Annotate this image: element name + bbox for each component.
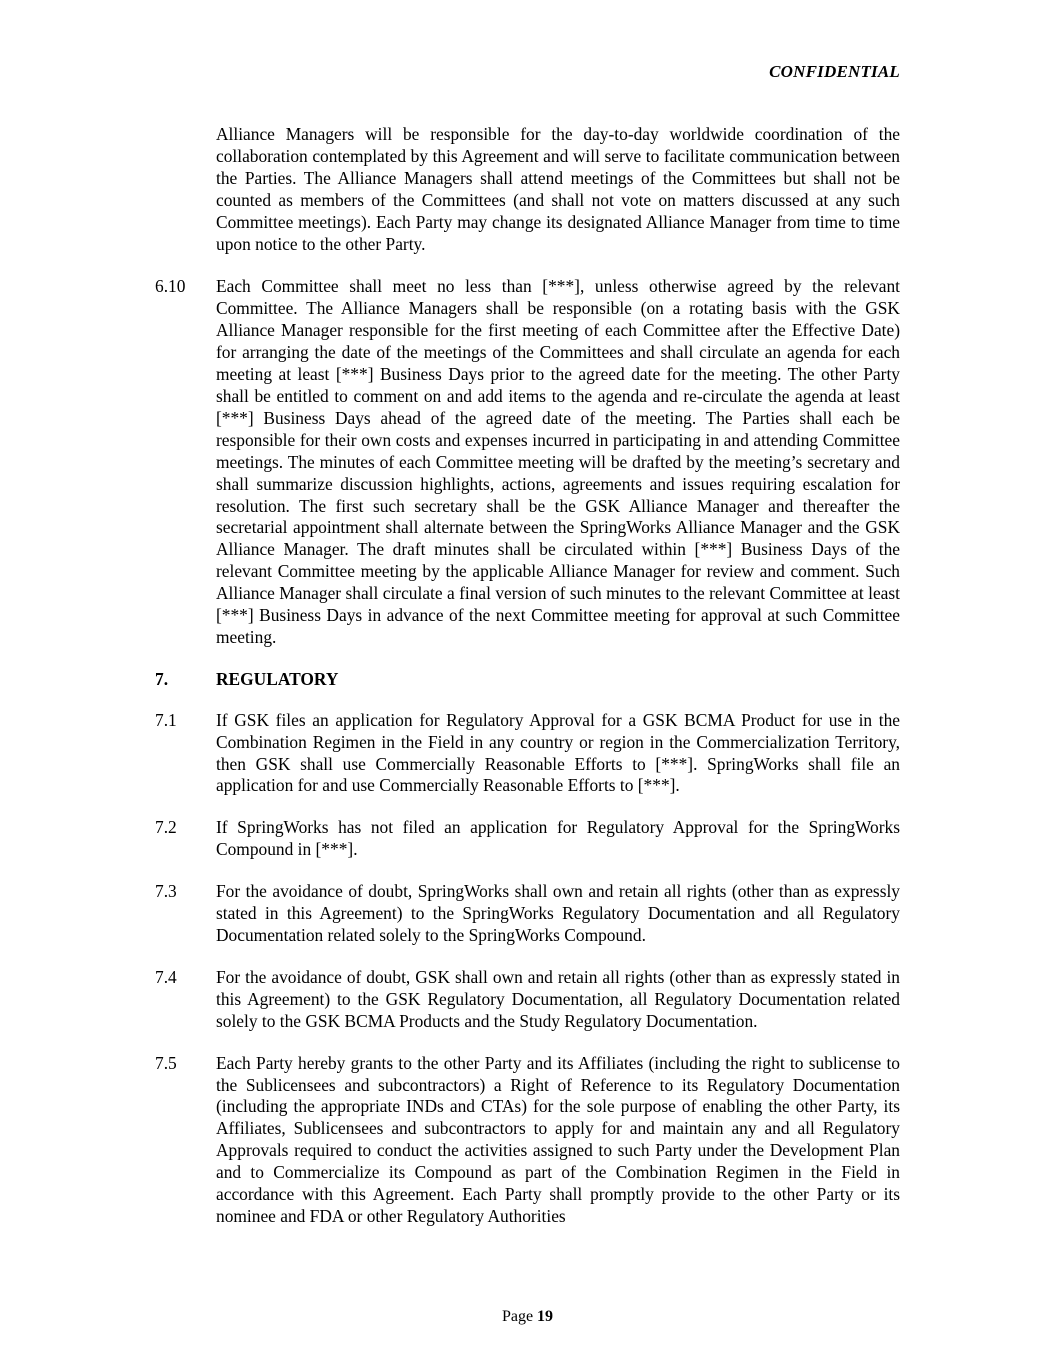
document-body: [155, 124, 900, 1248]
clause-text: For the avoidance of doubt, GSK shall own and retain all rights (other than as expressly stated in this Agreement) to the GSK Regulatory Documentation, all Regulatory Documentation related solely to the GSK BCMA Products and the Study Regulatory Documentation.: [216, 966, 900, 1031]
intro-paragraph: Alliance Managers will be responsible for the day-to-day worldwide coordination of the collaboration contemplated by this Agreement and will serve to facilitate communication between the Parties. The Alliance Managers shall attend meetings of the Committees but shall not be counted as members of the Committees (and shall not vote on matters discussed at any such Committee meetings). Each Party may change its designated Alliance Manager from time to time upon notice to the other Party.: [216, 124, 900, 254]
confidential-header: CONFIDENTIAL: [769, 62, 900, 81]
page-number: 19: [537, 1308, 554, 1325]
clause-text: If SpringWorks has not filed an application for Regulatory Approval for the SpringWorks Compound in [***].: [216, 817, 900, 860]
clause-text: Each Committee shall meet no less than [***], unless otherwise agreed by the relevant Committee. The Alliance Managers shall be responsible (on a rotating basis with the GSK Alliance Manager responsible for the first meeting of each Committee after the Effective Date) for arranging the date of the meetings of the Committees and shall circulate an agenda for each meeting at least [***] Business Days prior to the agreed date for the meeting. The other Party shall be entitled to comment on and add items to the agenda and re-circulate the agenda at least [***] Business Days ahead of the agreed date of the meeting. The Parties shall each be responsible for their own costs and expenses incurred in participating in and attending Committee meetings. The minutes of each Committee meeting will be drafted by the meeting’s secretary and shall summarize discussion highlights, actions, agreements and issues requiring escalation for resolution. The first such secretary shall be the GSK Alliance Manager and thereafter the secretarial appointment shall alternate between the SpringWorks Alliance Manager and the GSK Alliance Manager. The draft minutes shall be circulated within [***] Business Days of the relevant Committee meeting by the applicable Alliance Manager for review and comment. Such Alliance Manager shall circulate a final version of such minutes to the relevant Committee at least [***] Business Days in advance of the next Committee meeting for approval at such Committee meeting.: [216, 276, 900, 647]
clause-text: Each Party hereby grants to the other Party and its Affiliates (including the right to sublicense to the Sublicensees and subcontractors) a Right of Reference to its Regulatory Documentation (including the appropriate INDs and CTAs) for the sole purpose of enabling the other Party, its Affiliates, Sublicensees and subcontractors to apply for and maintain any and all Regulatory Approvals required to conduct the activities assigned to such Party under the Development Plan and to Commercialize its Compound as part of the Combination Regimen in the Field in accordance with this Agreement. Each Party shall promptly provide to the other Party or its nominee and FDA or other Regulatory Authorities: [216, 1052, 900, 1226]
clause-number: 7.5: [155, 1052, 177, 1073]
clause-number: 7.2: [155, 817, 177, 838]
section-title: REGULATORY: [216, 668, 339, 689]
clause-number: 6.10: [155, 276, 186, 297]
clause-7-4: [155, 967, 900, 1033]
clause-7-3: [155, 881, 900, 947]
page-label: Page: [501, 1308, 534, 1325]
clause-7-2: [155, 817, 900, 861]
section-heading-regulatory: [155, 669, 900, 691]
section-number: 7.: [155, 668, 169, 689]
clause-7-1: [155, 710, 900, 798]
clause-number: 7.3: [155, 881, 177, 902]
clause-text: For the avoidance of doubt, SpringWorks shall own and retain all rights (other than as expressly stated in this Agreement) to the SpringWorks Regulatory Documentation and all Regulatory Documentation related solely to the SpringWorks Compound.: [216, 881, 900, 945]
clause-7-5: [155, 1053, 900, 1228]
clause-number: 7.1: [155, 709, 177, 730]
clause-number: 7.4: [155, 966, 177, 987]
page-footer: [0, 1308, 1055, 1326]
clause-6-10: [155, 276, 900, 648]
clause-text: If GSK files an application for Regulatory Approval for a GSK BCMA Product for use in the Combination Regimen in the Field in any country or region in the Commercialization Territory, then GSK shall use Commercially Reasonable Efforts to [***]. SpringWorks shall file an application for and use Commercially Reasonable Efforts to [***].: [216, 709, 900, 796]
